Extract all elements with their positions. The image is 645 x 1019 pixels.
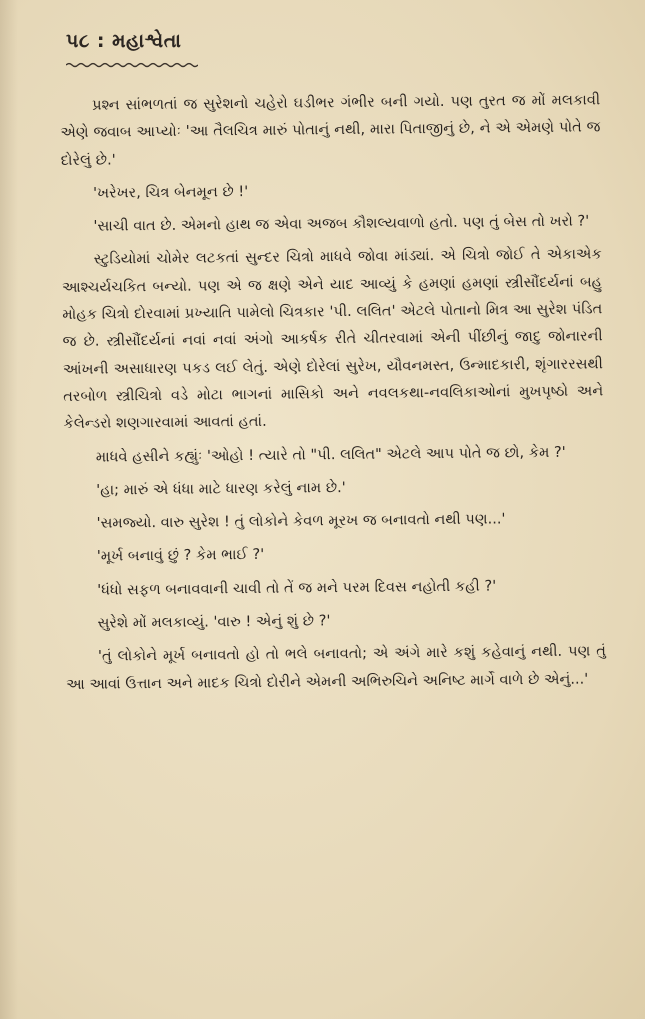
- paragraph: 'ધંધો સફળ બનાવવાની ચાવી તો તેં જ મને પરમ દિવસ નહોતી કહી ?': [97, 577, 497, 599]
- page-header: પ૮ : મહાશ્વેતા: [66, 30, 182, 52]
- paragraph: 'તું લોકોને મૂર્ખ બનાવતો હો તો ભલે બનાવતો; એ અંગે મારે કશું કહેવાનું નથી. પણ તું આ આવાં ઉત્તાન અને માદક ચિત્રો દોરીને એમની અભિરુચિને અનિષ્ટ માર્ગે વાળે છે એનું...': [66, 642, 606, 693]
- paragraph: સ્ટુડિયોમાં ચોમેર લટકતાં સુન્દર ચિત્રો માધવે જોવા માંડ્યાં. એ ચિત્રો જોઈ તે એકાએક આશ્ચર્યચકિત બન્યો. પણ એ જ ક્ષણે એને યાદ આવ્યું કે હમણાં હમણાં સ્ત્રીસૌંદર્યનાં બહુ મોહક ચિત્રો દોરવામાં પ્રખ્યાતિ પામેલો ચિત્રકાર 'પી. લલિત' એટલે પોતાનો મિત્ર આ સુરેશ પંડિત જ છે. સ્ત્રીસૌંદર્યનાં નવાં નવાં અંગો આકર્ષક રીતે ચીતરવામાં એની પીંછીનું જાદુ જોનારની આંખની અસાધારણ પકડ લઈ લેતું. એણે દોરેલાં સુરેખ, યૌવનમસ્ત, ઉન્માદકારી, શૃંગારરસથી તરબોળ સ્ત્રીચિત્રો વડે મોટા ભાગનાં માસિકો અને નવલકથા-નવલિકાઓનાં મુખપૃષ્ઠો અને કેલેન્ડરો શણગારવામાં આવતાં હતાં.: [61, 245, 604, 433]
- paragraph: માધવે હસીને કહ્યુંઃ 'ઓહો ! ત્યારે તો "પી. લલિત" એટલે આપ પોતે જ છો, કેમ ?': [95, 443, 566, 466]
- paragraph: 'સમજ્યો. વારુ સુરેશ ! તું લોકોને કેવળ મૂરખ જ બનાવતો નથી પણ...': [96, 510, 506, 532]
- paragraph: 'ખરેખર, ચિત્ર બેનમૂન છે !': [92, 182, 249, 202]
- paragraph: સુરેશે મોં મલકાવ્યું. 'વારુ ! એનું શું છે ?': [97, 612, 331, 632]
- header-wavy-rule: [66, 62, 198, 68]
- paragraph: 'હા; મારું એ ધંધા માટે ધારણ કરેલું નામ છે.': [96, 478, 346, 499]
- paragraph: પ્રશ્ન સાંભળતાં જ સુરેશનો ચહેરો ઘડીભર ગંભીર બની ગયો. પણ તુરત જ મોં મલકાવી એણે જવાબ આપ્યોઃ 'આ તૈલચિત્ર મારું પોતાનું નથી, મારા પિતાજીનું છે, ને એ એમણે પોતે જ દોરેલું છે.': [60, 91, 601, 169]
- body-text: [60, 86, 606, 704]
- page-gutter-shadow: [0, 0, 18, 1019]
- paragraph: 'મૂર્ખ બનાવું છું ? કેમ ભાઈ ?': [96, 546, 265, 566]
- paragraph: 'સાચી વાત છે. એમનો હાથ જ એવા અજબ કૌશલ્યવાળો હતો. પણ તું બેસ તો ખરો ?': [93, 212, 590, 235]
